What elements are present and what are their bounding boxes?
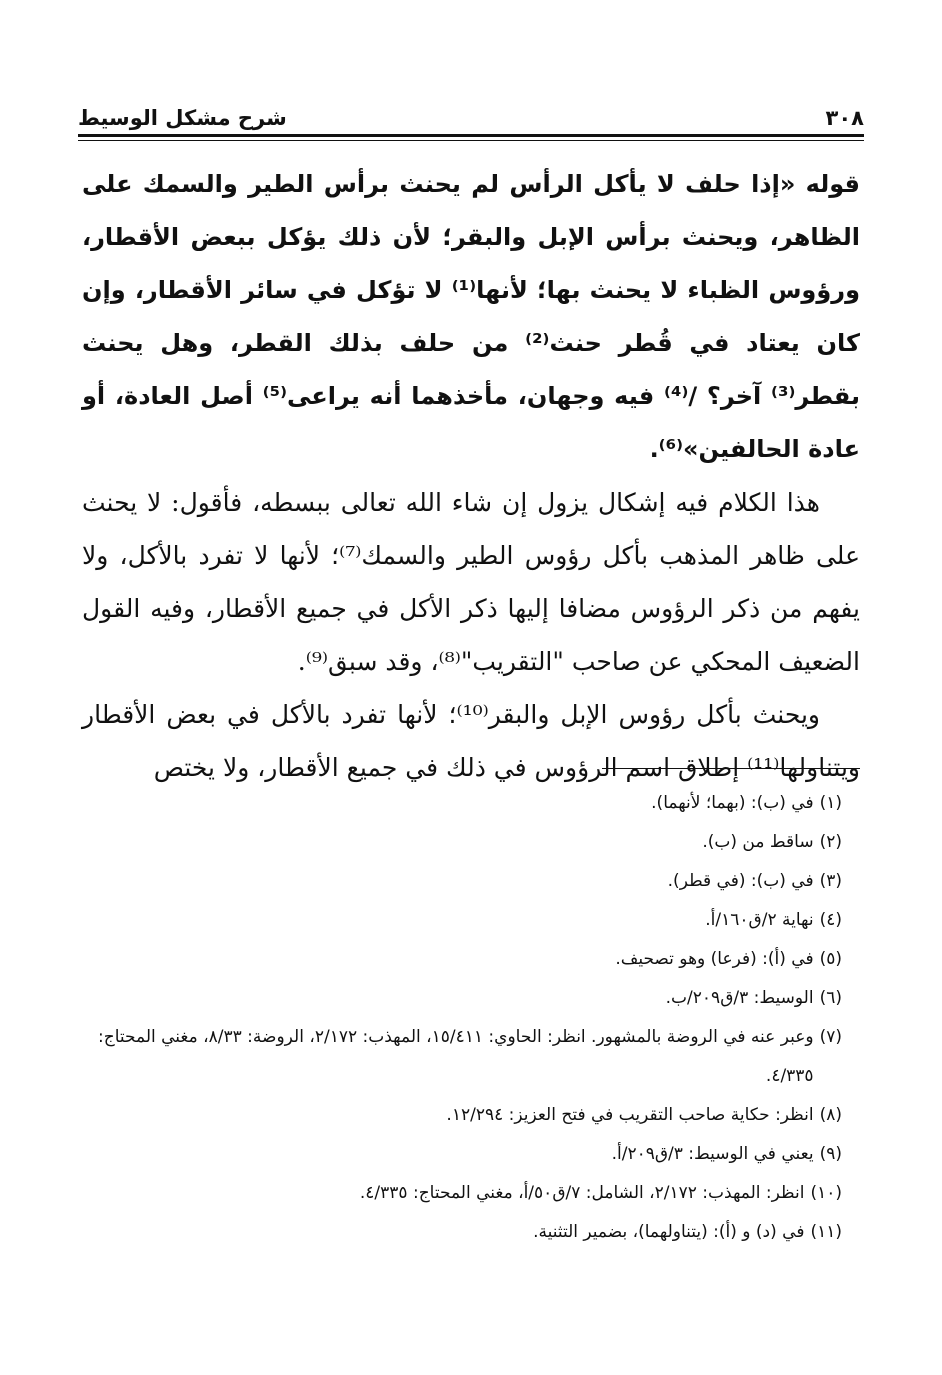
book-title: شرح مشكل الوسيط [78,106,287,130]
footnote-number: (٧) [819,1027,842,1047]
footnote-separator [602,768,860,769]
footnote-number: (٢) [819,832,842,852]
header-rule-thick [78,134,864,137]
footnote-text: يعني في الوسيط: ٣/ق٢٠٩/أ. [611,1144,814,1164]
footnote [82,1018,842,1096]
commentary-paragraph: ويحنث بأكل رؤوس الإبل والبقر⁽¹⁰⁾؛ لأنها تفرد بالأكل في بعض الأقطار ويتناولها⁽¹¹⁾ إطلاق اسم الرؤوس في ذلك في جميع الأقطار، ولا يختص [82,700,860,782]
footnote-number: (١١) [810,1222,842,1242]
footnote-number: (٤) [819,910,842,930]
footnote [82,979,842,1018]
footnote-text: ساقط من (ب). [702,832,814,852]
quoted-matn-paragraph: قوله «إذا حلف لا يأكل الرأس لم يحنث برأس الطير والسمك على الظاهر، ويحنث برأس الإبل والبقر؛ لأن ذلك يؤكل ببعض الأقطار، ورؤوس الظباء لا يحنث بها؛ لأنها⁽¹⁾ لا تؤكل في سائر الأقطار، وإن كان يعتاد في قُطر حنث⁽²⁾ من حلف بذلك القطر، وهل يحنث بقطر⁽³⁾ آخر؟ /⁽⁴⁾ فيه وجهان، مأخذهما أنه يراعى⁽⁵⁾ أصل العادة، أو عادة الحالفين»⁽⁶⁾. [82,170,861,463]
footnote-number: (١٠) [810,1183,842,1203]
commentary-paragraph: هذا الكلام فيه إشكال يزول إن شاء الله تعالى ببسطه، فأقول: لا يحنث على ظاهر المذهب بأكل رؤوس الطير والسمك⁽⁷⁾؛ لأنها لا تفرد بالأكل، ولا يفهم من ذكر الرؤوس مضافا إليها ذكر الأكل في جميع الأقطار، وفيه القول الضعيف المحكي عن صاحب "التقريب"⁽⁸⁾، وقد سبق⁽⁹⁾. [82,488,860,676]
running-head [78,96,864,130]
footnote [82,862,842,901]
footnote [82,940,842,979]
footnote-number: (٨) [819,1105,842,1125]
footnote [82,1174,842,1213]
footnote-number: (٩) [819,1144,842,1164]
footnote [82,1213,842,1252]
footnote [82,823,842,862]
page-number: ٣٠٨ [825,106,864,130]
footnote [82,784,842,823]
footnote-number: (٣) [819,871,842,891]
footnote-number: (١) [819,793,842,813]
main-text [82,158,860,794]
footnote-text: نهاية ٢/ق١٦٠/أ. [705,910,814,930]
footnotes [82,784,842,1252]
footnote-text: في (د) و (أ): (يتناولهما)، بضمير التثنية. [533,1222,805,1242]
footnote-number: (٦) [819,988,842,1008]
footnote [82,1135,842,1174]
footnote-text: في (ب): (بهما؛ لأنهما). [651,793,814,813]
footnote-text: انظر: حكاية صاحب التقريب في فتح العزيز: ١٢/٢٩٤. [446,1105,814,1125]
footnote-text: في (ب): (في قطر). [667,871,814,891]
header-rule-thin [78,140,864,141]
footnote-text: في (أ): (فرعا) وهو تصحيف. [615,949,814,969]
footnote-text: الوسيط: ٣/ق٢٠٩/ب. [665,988,814,1008]
footnote [82,901,842,940]
footnote-text: انظر: المهذب: ٢/١٧٢، الشامل: ٧/ق٥٠/أ، مغني المحتاج: ٤/٣٣٥. [359,1183,805,1203]
footnote-number: (٥) [819,949,842,969]
footnote [82,1096,842,1135]
footnote-text: وعبر عنه في الروضة بالمشهور. انظر: الحاوي: ١٥/٤١١، المهذب: ٢/١٧٢، الروضة: ٨/٣٣، مغني المحتاج: ٤/٣٣٥. [98,1027,814,1086]
